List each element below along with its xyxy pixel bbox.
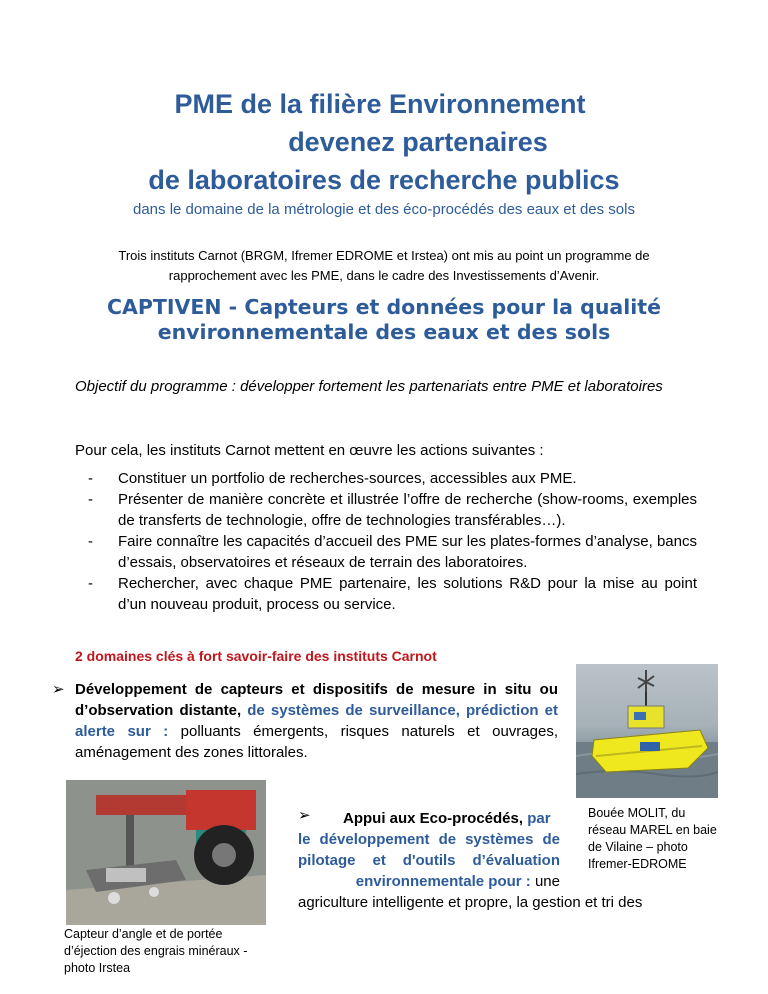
domain-2-highlight: le développement de systèmes de pilotage et d'outils d’évaluation environnementale pour :: [298, 831, 560, 890]
domain-1-highlight: de systèmes de surveillance, prédiction et alerte sur :: [75, 702, 558, 740]
tractor-illustration: [66, 780, 266, 925]
dash-bullet: -: [88, 491, 93, 508]
domain-1-bold: Développement de capteurs et dispositifs de mesure in situ ou d’observation distante,: [75, 681, 558, 719]
intro-text: [90, 246, 678, 286]
title-line-2: devenez partenaires: [288, 127, 548, 157]
domain-1-bullet: ➢: [52, 681, 65, 698]
objective-text: Objectif du programme : développer fortement les partenariats entre PME et laboratoires: [75, 378, 663, 395]
action-text: Présenter de manière concrète et illustrée l’offre de recherche (show-rooms, exemples de transferts de technologie, offre de technologies transférables…).: [118, 491, 697, 529]
list-item: [75, 489, 697, 531]
list-item: [75, 573, 697, 615]
domain-1-text: [75, 679, 558, 763]
domain-2-bullet: ➢: [298, 807, 311, 824]
domain-2-line-end: agriculture intelligente et propre, la gestion et tri des: [298, 894, 643, 911]
intro-line-1: Trois instituts Carnot (BRGM, Ifremer EDROME et Irstea) ont mis au point un programme de: [118, 248, 650, 263]
actions-intro: Pour cela, les instituts Carnot mettent en œuvre les actions suivantes :: [75, 442, 544, 459]
intro-line-2: rapprochement avec les PME, dans le cadre des Investissements d’Avenir.: [168, 268, 600, 283]
program-title: [0, 295, 768, 345]
dash-bullet: -: [88, 533, 93, 550]
program-title-line-2: environnementale des eaux et des sols: [157, 320, 611, 344]
domain-2-line-1: [343, 808, 551, 829]
dash-bullet: -: [88, 470, 93, 487]
domains-heading: 2 domaines clés à fort savoir-faire des instituts Carnot: [75, 648, 437, 664]
action-text: Constituer un portfolio de recherches-sources, accessibles aux PME.: [118, 470, 577, 487]
domain-1-detail: polluants émergents, risques naturels et ouvrages, aménagement des zones littorales.: [75, 723, 558, 761]
tractor-photo: [66, 780, 266, 925]
list-item: [75, 531, 697, 573]
buoy-illustration: [576, 664, 718, 798]
buoy-caption: Bouée MOLIT, du réseau MAREL en baie de Vilaine – photo Ifremer-EDROME: [588, 806, 717, 871]
list-item: [75, 468, 697, 489]
buoy-photo: [576, 664, 718, 798]
action-text: Rechercher, avec chaque PME partenaire, les solutions R&D pour la mise au point d’un nouveau produit, process ou service.: [118, 575, 697, 613]
domain-2-highlight-start: par: [527, 810, 551, 827]
title-line-3: de laboratoires de recherche publics: [148, 165, 620, 195]
program-title-line-1: CAPTIVEN - Capteurs et données pour la qualité: [106, 295, 662, 319]
domain-2-bold: Appui aux Eco-procédés,: [343, 810, 528, 827]
title-line-1: PME de la filière Environnement: [174, 89, 586, 119]
domain-2-text: [298, 829, 560, 892]
actions-list: [75, 468, 697, 615]
tractor-caption: Capteur d’angle et de portée d’éjection des engrais minéraux - photo Irstea: [64, 927, 248, 975]
dash-bullet: -: [88, 575, 93, 592]
subtitle: dans le domaine de la métrologie et des éco-procédés des eaux et des sols: [133, 201, 635, 218]
action-text: Faire connaître les capacités d’accueil des PME sur les plates-formes d’analyse, bancs d’essais, observatoires et réseaux de terrain des laboratoires.: [118, 533, 697, 571]
domain-2-detail-start: une: [534, 873, 560, 890]
